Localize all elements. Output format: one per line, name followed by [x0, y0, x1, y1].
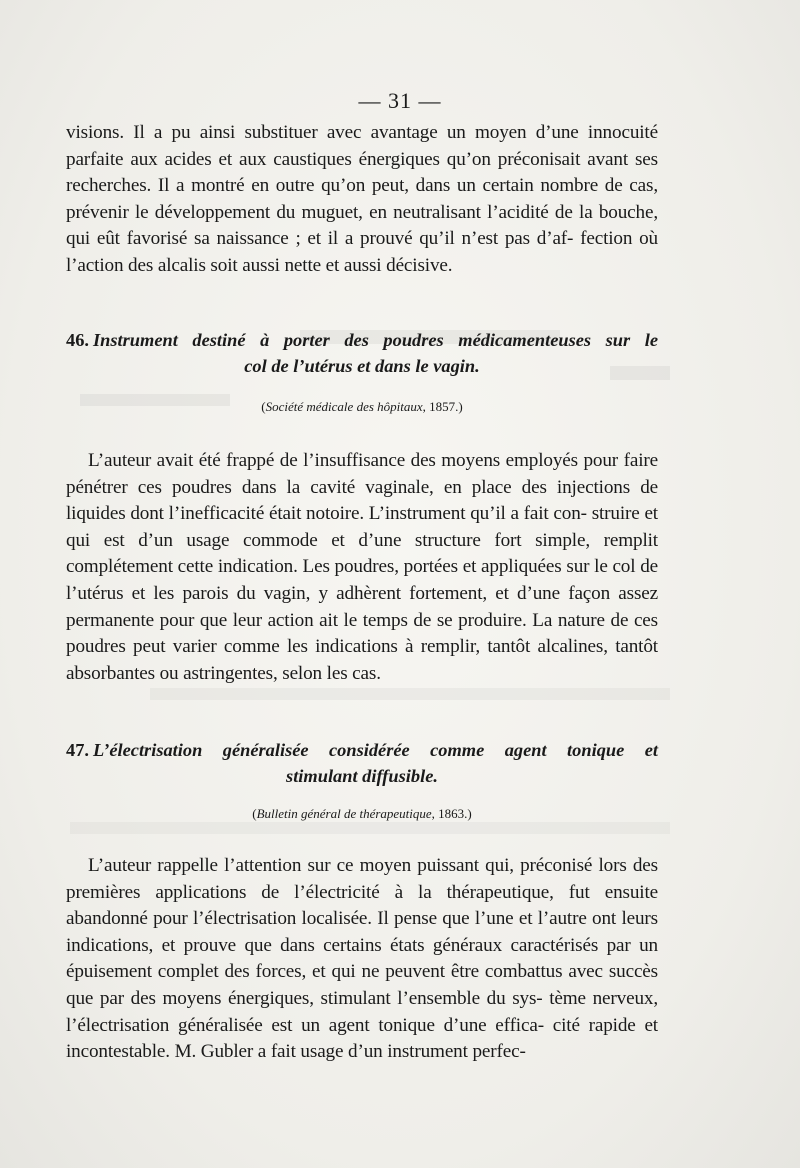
text-line: faire pénétrer ces poudres dans la cavité vaginale, en place des injections	[66, 450, 659, 498]
text-line: des premières applications de l’électricité à la thérapeutique, fut ensuite	[66, 855, 658, 903]
text-line: La nature de ces poudres peut varier comme les indications à remplir,	[66, 609, 658, 658]
text-line: tantôt alcalines, tantôt absorbantes ou astringentes, selon les cas.	[66, 636, 658, 684]
text-line: abandonné pour l’électrisation localisée. Il pense que l’une et l’autre ont	[66, 908, 617, 930]
text-line: L’auteur rappelle l’attention sur ce moyen puissant qui, préconisé lors	[88, 855, 627, 876]
source-year: , 1863.	[431, 806, 468, 821]
section-title-line	[66, 737, 658, 763]
section-title-text: L’électrisation généralisée considérée comme agent tonique et	[93, 740, 658, 760]
text-line: tème nerveux, l’électrisation généralisée est un agent tonique d’une effica-	[66, 987, 658, 1036]
intro-paragraph	[66, 120, 658, 280]
bleed-through-mark	[70, 822, 670, 834]
text-line: cité rapide et incontestable. M. Gubler a fait usage d’un instrument perfec-	[66, 1014, 658, 1063]
text-line: visions. Il a pu ainsi substituer avec avantage un moyen d’une innocuité	[66, 122, 658, 143]
text-line: fection où l’action des alcalis soit aussi nette et aussi décisive.	[66, 228, 658, 276]
section-46-source: (Société médicale des hôpitaux, 1857.)	[261, 399, 463, 414]
section-47-body	[66, 853, 658, 1066]
text-line: ses recherches. Il a montré en outre qu’on peut, dans un certain nombre	[66, 148, 658, 197]
section-47-source: (Bulletin général de thérapeutique, 1863.)	[252, 806, 472, 821]
section-title-line	[66, 327, 658, 353]
section-47-heading	[66, 737, 658, 789]
text-line: leurs indications, et prouve que dans certains états généraux caractérisés	[66, 908, 658, 956]
section-title-text: Instrument destiné à porter des poudres médicamenteuses sur le	[93, 330, 658, 350]
page-number: — 31 —	[358, 88, 442, 113]
section-title-line: stimulant diffusible.	[286, 766, 438, 786]
text-line: struire et qui est d’un usage commode et d’une structure fort simple,	[66, 503, 658, 551]
text-line: parfaite aux acides et aux caustiques énergiques qu’on préconisait avant	[66, 148, 629, 170]
text-line: sur le col de l’utérus et les parois du vagin, y adhèrent fortement, et d’une	[66, 556, 659, 604]
bleed-through-mark	[150, 688, 670, 700]
section-46-body	[66, 448, 658, 687]
text-line: par un épuisement complet des forces, et qui ne peuvent être combattus	[66, 934, 658, 983]
text-line: de liquides dont l’inefficacité était notoire. L’instrument qu’il a fait con-	[66, 476, 659, 525]
section-46-heading	[66, 327, 658, 379]
source-year: , 1857.	[422, 399, 459, 414]
text-line: L’auteur avait été frappé de l’insuffisance des moyens employés pour	[88, 450, 619, 471]
section-number: 46.	[66, 330, 89, 350]
text-line: la bouche, qui eût favorisé sa naissance ; et il a prouvé qu’il n’est pas d’af-	[66, 201, 658, 250]
source-name: Bulletin général de thérapeutique	[256, 806, 432, 821]
text-line: remplit complétement cette indication. Les poudres, portées et appliquées	[66, 529, 658, 578]
text-line: de cas, prévenir le développement du muguet, en neutralisant l’acidité de	[66, 175, 658, 223]
text-line: façon assez permanente pour que leur action ait le temps de se produire.	[66, 582, 659, 631]
text-line: avec succès que par des moyens énergiques, stimulant l’ensemble du sys-	[66, 961, 658, 1009]
section-title-line: col de l’utérus et dans le vagin.	[244, 356, 480, 376]
section-number: 47.	[66, 740, 89, 760]
source-name: Société médicale des hôpitaux	[265, 399, 423, 414]
